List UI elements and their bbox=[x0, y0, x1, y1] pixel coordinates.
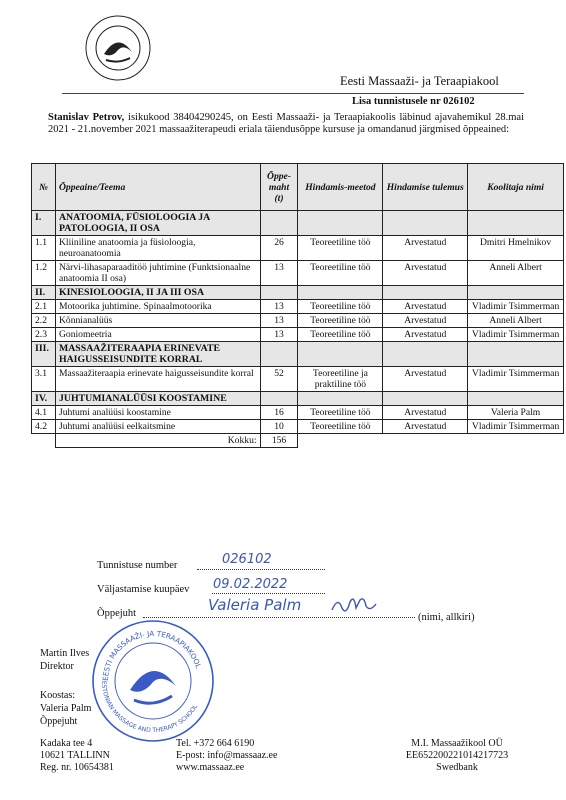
table-row bbox=[32, 406, 564, 420]
table-row bbox=[32, 314, 564, 328]
row-teacher: Anneli Albert bbox=[468, 261, 564, 286]
header-result: Hindamise tulemus bbox=[383, 164, 468, 211]
intro-text: isikukood 38404290245, on Eesti Massaaži- ja Teraapiakoolis läbinud ajavahemikul 28.mai 2021 - 21.november 2021 massaažiterapeudi eriala täiendusõppe kursuse ja omandanud järgmised õppeained: bbox=[48, 112, 525, 135]
table-row bbox=[32, 300, 564, 314]
row-method: Teoreetiline töö bbox=[298, 261, 383, 286]
school-name: Eesti Massaaži- ja Teraapiakool bbox=[340, 74, 499, 88]
row-method: Teoreetiline töö bbox=[298, 314, 383, 328]
row-topic: Massaažiteraapia erinevate haigusseisundite korral bbox=[55, 367, 260, 392]
row-hours: 13 bbox=[260, 314, 298, 328]
row-topic: Närvi-lihasaparaaditöö juhtimine (Funktsionaalne anatoomia II osa) bbox=[55, 261, 260, 286]
header-num: № bbox=[32, 164, 56, 211]
section-num: IV. bbox=[32, 392, 56, 406]
row-num: 2.2 bbox=[32, 314, 56, 328]
footer-iban: EE652200221014217723 bbox=[405, 750, 509, 761]
cert-number-label: Tunnistuse number bbox=[97, 560, 178, 571]
footer-regnr: Reg. nr. 10654381 bbox=[40, 762, 114, 773]
section-num: III. bbox=[32, 342, 56, 367]
row-hours: 13 bbox=[260, 328, 298, 342]
row-hours: 13 bbox=[260, 261, 298, 286]
compiler-label: Koostas: bbox=[40, 690, 75, 701]
footer-company bbox=[392, 738, 522, 774]
row-method: Teoreetiline töö bbox=[298, 420, 383, 434]
row-num: 3.1 bbox=[32, 367, 56, 392]
row-topic: Juhtumi analüüsi koostamine bbox=[55, 406, 260, 420]
row-teacher: Vladimir Tsimmerman bbox=[468, 300, 564, 314]
row-teacher: Dmitri Hmelnikov bbox=[468, 236, 564, 261]
total-label: Kokku: bbox=[55, 434, 260, 448]
row-result: Arvestatud bbox=[383, 367, 468, 392]
table-row bbox=[32, 328, 564, 342]
section-title: MASSAAŽITERAAPIA ERINEVATE HAIGUSSEISUNDITE KORRAL bbox=[55, 342, 260, 367]
director-role: Direktor bbox=[40, 661, 74, 672]
row-result: Arvestatud bbox=[383, 328, 468, 342]
row-num: 2.1 bbox=[32, 300, 56, 314]
footer-address bbox=[40, 738, 114, 774]
section-row bbox=[32, 342, 564, 367]
teacher-signature: Valeria Palm bbox=[208, 596, 302, 614]
courses-table bbox=[31, 163, 564, 448]
row-result: Arvestatud bbox=[383, 420, 468, 434]
row-hours: 52 bbox=[260, 367, 298, 392]
footer-phone: Tel. +372 664 6190 bbox=[176, 738, 255, 749]
stamp-text-bottom: ESTONIAN MASSAGE AND THERAPY SCHOOL bbox=[99, 680, 200, 735]
cert-number-value: 026102 bbox=[222, 552, 272, 567]
issue-date-label: Väljastamise kuupäev bbox=[97, 584, 190, 595]
row-topic: Goniomeetria bbox=[55, 328, 260, 342]
section-row bbox=[32, 286, 564, 300]
row-result: Arvestatud bbox=[383, 406, 468, 420]
section-row bbox=[32, 392, 564, 406]
svg-text:ESTONIAN MASSAGE AND THERAPY S bbox=[100, 681, 200, 734]
section-title: ANATOOMIA, FÜSIOLOOGIA JA PATOLOOGIA, II OSA bbox=[55, 211, 260, 236]
total-value: 156 bbox=[260, 434, 298, 448]
row-hours: 16 bbox=[260, 406, 298, 420]
signature-scribble bbox=[330, 594, 378, 616]
school-stamp bbox=[90, 618, 216, 744]
row-num: 4.1 bbox=[32, 406, 56, 420]
row-result: Arvestatud bbox=[383, 261, 468, 286]
issue-date-value: 09.02.2022 bbox=[213, 577, 288, 592]
row-num: 4.2 bbox=[32, 420, 56, 434]
footer-contact bbox=[176, 738, 277, 774]
row-method: Teoreetiline ja praktiline töö bbox=[298, 367, 383, 392]
row-hours: 26 bbox=[260, 236, 298, 261]
row-teacher: Vladimir Tsimmerman bbox=[468, 367, 564, 392]
compiler-name: Valeria Palm bbox=[40, 703, 92, 714]
footer-website[interactable]: www.massaaz.ee bbox=[176, 762, 245, 773]
row-teacher: Vladimir Tsimmerman bbox=[468, 420, 564, 434]
section-row bbox=[32, 211, 564, 236]
row-num: 2.3 bbox=[32, 328, 56, 342]
footer-company-name: M.I. Massaažikool OÜ bbox=[411, 738, 503, 749]
row-teacher: Anneli Albert bbox=[468, 314, 564, 328]
row-method: Teoreetiline töö bbox=[298, 236, 383, 261]
annex-title: Lisa tunnistusele nr 026102 bbox=[352, 96, 475, 107]
intro-paragraph bbox=[48, 112, 524, 136]
row-teacher: Valeria Palm bbox=[468, 406, 564, 420]
row-num: 1.2 bbox=[32, 261, 56, 286]
total-row bbox=[32, 434, 564, 448]
footer-street: Kadaka tee 4 bbox=[40, 738, 93, 749]
row-topic: Kõnnianalüüs bbox=[55, 314, 260, 328]
table-header-row bbox=[32, 164, 564, 211]
section-num: II. bbox=[32, 286, 56, 300]
row-topic: Motoorika juhtimine. Spinaalmotoorika bbox=[55, 300, 260, 314]
row-method: Teoreetiline töö bbox=[298, 328, 383, 342]
school-logo bbox=[84, 14, 152, 82]
section-title: KINESIOLOOGIA, II JA III OSA bbox=[55, 286, 260, 300]
table-row bbox=[32, 420, 564, 434]
row-topic: Juhtumi analüüsi eelkaitsmine bbox=[55, 420, 260, 434]
row-method: Teoreetiline töö bbox=[298, 300, 383, 314]
sign-note: (nimi, allkiri) bbox=[418, 612, 475, 623]
teacher-label: Õppejuht bbox=[97, 608, 137, 619]
row-topic: Kliiniline anatoomia ja füsioloogia, neuroanatoomia bbox=[55, 236, 260, 261]
row-result: Arvestatud bbox=[383, 314, 468, 328]
row-hours: 13 bbox=[260, 300, 298, 314]
header-rule bbox=[62, 93, 524, 94]
student-name: Stanislav Petrov, bbox=[48, 112, 125, 123]
header-method: Hindamis-meetod bbox=[298, 164, 383, 211]
stamp-text-top: EESTI MASSAAŽI- JA TERAAPIAKOOL bbox=[100, 628, 204, 682]
row-teacher: Vladimir Tsimmerman bbox=[468, 328, 564, 342]
header-hours: Õppe-maht (t) bbox=[260, 164, 298, 211]
section-title: JUHTUMIANALÜÜSI KOOSTAMINE bbox=[55, 392, 260, 406]
footer-city: 10621 TALLINN bbox=[40, 750, 110, 761]
row-hours: 10 bbox=[260, 420, 298, 434]
section-num: I. bbox=[32, 211, 56, 236]
header-teacher: Koolitaja nimi bbox=[468, 164, 564, 211]
row-result: Arvestatud bbox=[383, 236, 468, 261]
table-row bbox=[32, 236, 564, 261]
row-method: Teoreetiline töö bbox=[298, 406, 383, 420]
compiler-role: Õppejuht bbox=[40, 716, 78, 727]
row-result: Arvestatud bbox=[383, 300, 468, 314]
table-row bbox=[32, 367, 564, 392]
row-num: 1.1 bbox=[32, 236, 56, 261]
director-name: Martin Ilves bbox=[40, 648, 90, 659]
footer-email[interactable]: E-post: info@massaaz.ee bbox=[176, 750, 278, 761]
header-topic: Õppeaine/Teema bbox=[55, 164, 260, 211]
footer-bank: Swedbank bbox=[436, 762, 478, 773]
table-row bbox=[32, 261, 564, 286]
